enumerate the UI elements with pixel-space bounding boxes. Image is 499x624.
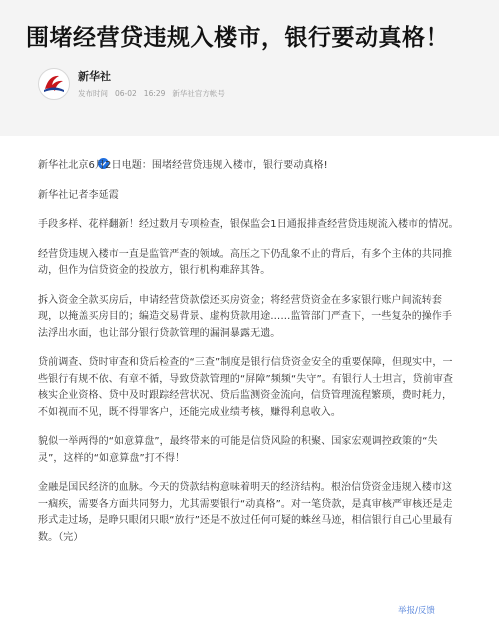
- article-header: [0, 0, 499, 136]
- publish-date: 06-02: [115, 89, 137, 98]
- article-paragraph: 经营贷违规入楼市一直是监管严查的领域。高压之下仍乱象不止的背后，有多个主体的共同推动，但作为信贷资金的投放方，银行机构难辞其咎。: [38, 248, 453, 276]
- article-paragraph: 金融是国民经济的血脉。今天的贷款结构意味着明天的经济结构。根治信贷资金违规入楼市这一痼疾，需要各方面共同努力，尤其需要银行“动真格”。对一笔贷款，是真审核严审核还是走形式走过场，是睁只眼闭只眼“放行”还是不放过任何可疑的蛛丝马迹，相信银行自己心里最有数。（完）: [38, 482, 453, 543]
- article-paragraph: 拆入资金全款买房后，申请经营贷款偿还买房资金；将经营贷资金在多家银行账户间流转套现，以掩盖买房目的；编造交易背景、虚构贷款用途……监管部门严查下，一些复杂的操作手法浮出水面，也让部分银行贷款管理的漏洞暴露无遗。: [38, 294, 453, 339]
- xinhua-logo-icon: [39, 69, 69, 99]
- article-paragraph: 貌似一举两得的“如意算盘”，最终带来的可能是信贷风险的积聚、国家宏观调控政策的“失灵”，这样的“如意算盘”打不得！: [38, 436, 438, 464]
- author-name[interactable]: 新华社: [78, 70, 111, 83]
- article-paragraph: 手段多样、花样翻新！经过数月专项检查，银保监会1日通报排查经营贷违规流入楼市的情况。: [38, 219, 459, 230]
- article-body: [38, 158, 462, 559]
- page-title: 围堵经营贷违规入楼市，银行要动真格！: [26, 25, 449, 51]
- article-paragraph: 新华社北京6月2日电题：围堵经营贷违规入楼市，银行要动真格!: [38, 160, 328, 171]
- report-feedback-link[interactable]: 举报/反馈: [398, 606, 435, 616]
- publish-meta: [78, 88, 232, 100]
- publish-label: 发布时间: [78, 89, 108, 98]
- account-type: 新华社官方帐号: [172, 89, 225, 98]
- publish-time: 16:29: [143, 89, 166, 98]
- article-paragraph: 新华社记者李延霞: [38, 189, 119, 201]
- article-paragraph: 贷前调查、贷时审查和贷后检查的“三查”制度是银行信贷资金安全的重要保障，但现实中，一些银行有规不依、有章不循，导致贷款管理的“屏障”频频“失守”。有银行人士坦言，贷前审查核实企业资格、贷中及时跟踪经营状况、贷后监测资金流向，信贷管理流程繁琐，费时耗力，不如视而不见，既不得罪客户，还能完成业绩考核，赚得利息收入。: [38, 357, 454, 418]
- avatar[interactable]: [38, 68, 70, 100]
